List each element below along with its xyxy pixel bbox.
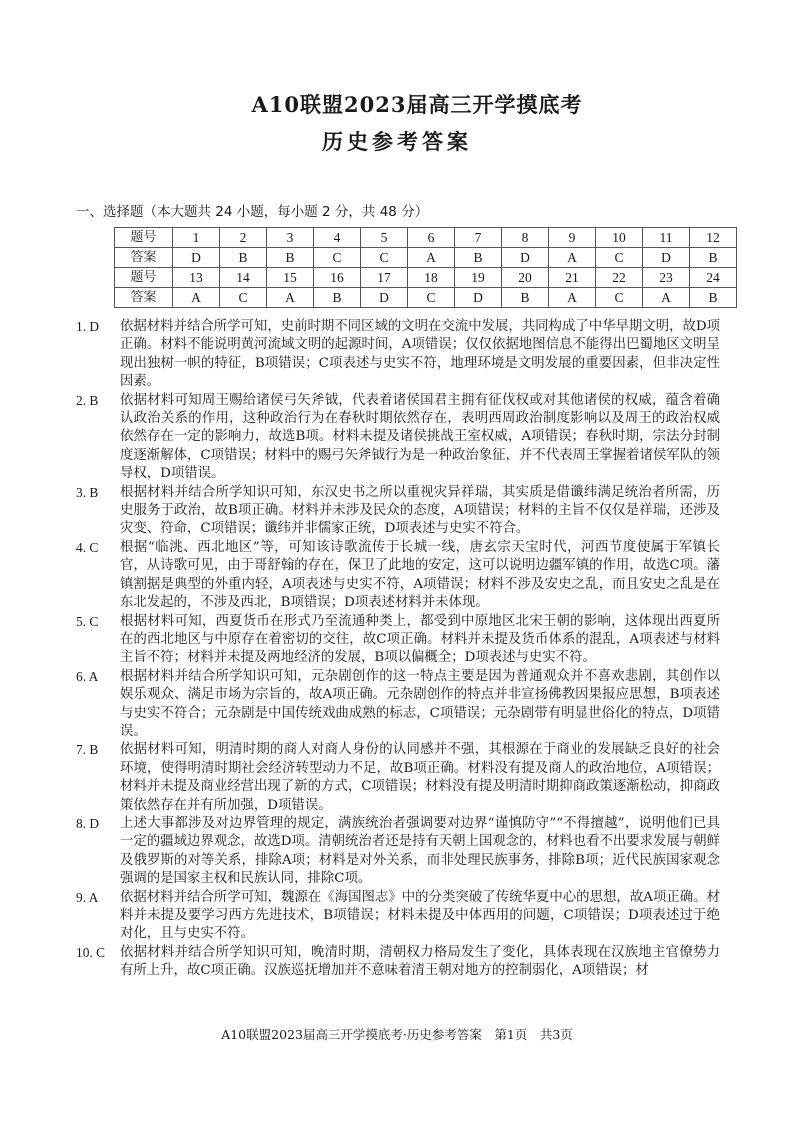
explanation-number: 2. B xyxy=(76,392,99,408)
answer-cell: D xyxy=(361,288,408,308)
question-number-cell: 24 xyxy=(690,268,737,288)
answer-cell: D xyxy=(173,248,220,268)
question-number-cell: 9 xyxy=(549,228,596,248)
explanation-item xyxy=(76,889,720,944)
question-number-cell: 14 xyxy=(220,268,267,288)
explanation-text: 根据材料可知，西夏货币在形式乃至流通种类上，都受到中原地区北宋王朝的影响，这体现出西夏所在的西北地区与中原存在着密切的交往，故C项正确。材料并未提及货币体系的混乱，A项表述与材料主旨不符；材料并未提及两地经济的发展，B项以偏概全；D项表述与史实不符。 xyxy=(120,613,720,666)
answer-cell: D xyxy=(455,288,502,308)
explanation-item xyxy=(76,392,720,484)
question-number-cell: 20 xyxy=(502,268,549,288)
answer-cell: B xyxy=(267,248,314,268)
explanations-list xyxy=(76,318,720,981)
explanation-text: 依据材料可知周王赐给诸侯弓矢斧钺，代表着诸侯国君主拥有征伐权或对其他诸侯的权威，蕴含着确认政治关系的作用，这种政治行为在春秋时期依然存在，表明西周政治制度影响以及周王的政治权威依然存在一定的影响力，故选B项。材料未提及诸侯挑战王室权威，A项错误；春秋时期，宗法分封制度逐渐解体，C项错误；材料中的赐弓矢斧钺行为是一种政治象征，并不代表周王掌握着诸侯军队的领导权，D项错误。 xyxy=(120,392,720,482)
question-label: 题号 xyxy=(115,228,173,248)
question-number-cell: 16 xyxy=(314,268,361,288)
explanation-text: 根据“临洮、西北地区”等，可知该诗歌流传于长城一线，唐玄宗天宝时代，河西节度使属于军镇长官，从诗歌可见，由于哥舒翰的存在，保卫了此地的安定，这可以说明边疆军镇的作用，故选C项。藩镇割据是典型的外重内轻，A项表述与史实不符，A项错误；材料不涉及安史之乱，而且安史之乱是在东北发起的，不涉及西北，B项错误；D项表述材料并未体现。 xyxy=(120,539,720,611)
answer-cell: D xyxy=(502,248,549,268)
answer-cell: C xyxy=(408,288,455,308)
question-number-cell: 17 xyxy=(361,268,408,288)
explanation-text: 根据材料并结合所学知识可知，元杂剧创作的这一特点主要是因为普通观众并不喜欢悲剧，其创作以娱乐观众、满足市场为宗旨的，故A项正确。元杂剧创作的特点并非宣扬佛教因果报应思想，B项表述与史实不符合；元杂剧是中国传统戏曲成熟的标志，C项错误；元杂剧带有明显世俗化的特点，D项错误。 xyxy=(120,668,720,739)
answer-cell: C xyxy=(596,248,643,268)
question-number-cell: 23 xyxy=(643,268,690,288)
answer-cell: A xyxy=(408,248,455,268)
explanation-item xyxy=(76,741,720,815)
answer-cell: C xyxy=(220,288,267,308)
answer-cell: C xyxy=(314,248,361,268)
question-number-cell: 12 xyxy=(690,228,737,248)
explanation-number: 3. B xyxy=(76,484,99,500)
answer-cell: A xyxy=(267,288,314,308)
explanation-item xyxy=(76,815,720,889)
question-number-cell: 6 xyxy=(408,228,455,248)
explanation-item xyxy=(76,668,720,742)
explanation-item xyxy=(76,318,720,392)
question-number-cell: 18 xyxy=(408,268,455,288)
question-number-cell: 1 xyxy=(173,228,220,248)
explanation-text: 依据材料并结合所学可知，史前时期不同区域的文明在交流中发展，共同构成了中华早期文明，故D项正确。材料不能说明黄河流域文明的起源时间，A项错误；仅仅依据地图信息不能得出巴蜀地区文明呈现出独树一帜的特征，B项错误；C项表述与史实不符，地理环境是文明发展的重要因素，但非决定性因素。 xyxy=(120,319,720,390)
answer-cell: D xyxy=(643,248,690,268)
explanation-text: 依据材料可知，明清时期的商人对商人身份的认同感并不强，其根源在于商业的发展缺乏良好的社会环境，使得明清时期社会经济转型动力不足，故B项正确。材料没有提及商人的政治地位，A项错误；材料并未提及商业经营出现了新的方式，C项错误；材料没有提及明清时期抑商政策逐渐松动，抑商政策依然存在并有所加强，D项错误。 xyxy=(120,742,720,813)
answer-cell: C xyxy=(361,248,408,268)
question-number-row xyxy=(115,228,737,248)
document-title: A10联盟2023届高三开学摸底考 xyxy=(251,92,583,117)
answer-cell: B xyxy=(220,248,267,268)
question-number-cell: 5 xyxy=(361,228,408,248)
question-number-cell: 19 xyxy=(455,268,502,288)
answer-cell: A xyxy=(549,288,596,308)
answer-row xyxy=(115,288,737,308)
answer-cell: B xyxy=(314,288,361,308)
question-number-cell: 10 xyxy=(596,228,643,248)
document-subtitle: 历史参考答案 xyxy=(322,129,472,154)
answer-table xyxy=(114,227,737,308)
explanation-item xyxy=(76,484,720,539)
answer-cell: B xyxy=(455,248,502,268)
answer-cell: A xyxy=(643,288,690,308)
question-label: 题号 xyxy=(115,268,173,288)
section-heading: 一、选择题（本大题共 24 小题，每小题 2 分，共 48 分） xyxy=(76,204,429,220)
question-number-cell: 4 xyxy=(314,228,361,248)
explanation-text: 依据材料并结合所学知识可知，晚清时期，清朝权力格局发生了变化，具体表现在汉族地主官僚势力有所上升，故C项正确。汉族巡抚增加并不意味着清王朝对地方的控制弱化，A项错误；材 xyxy=(120,944,720,979)
answer-cell: B xyxy=(502,288,549,308)
question-number-row xyxy=(115,268,737,288)
explanation-item xyxy=(76,613,720,668)
explanation-number: 9. A xyxy=(76,889,99,905)
explanation-number: 5. C xyxy=(76,613,99,629)
explanation-text: 依据材料并结合所学可知，魏源在《海国图志》中的分类突破了传统华夏中心的思想，故A项正确。材料并未提及要学习西方先进技术，B项错误；材料未提及中体西用的问题，C项错误；D项表述过于绝对化，且与史实不符。 xyxy=(120,889,720,942)
page-footer: A10联盟2023届高三开学摸底考·历史参考答案 第1页 共3页 xyxy=(221,1027,573,1042)
explanation-text: 上述大事都涉及对边界管理的规定，满族统治者强调要对边界“谨慎防守”“不得擅越”，说明他们已具一定的疆域边界观念，故选D项。清朝统治者还是持有天朝上国观念的，材料也看不出要求发展与朝鲜及俄罗斯的对等关系，排除A项；材料是对外关系，而非处理民族事务，排除B项；近代民族国家观念强调的是国家主权和民族认同，排除C项。 xyxy=(120,815,720,887)
explanation-number: 7. B xyxy=(76,742,99,758)
answer-label: 答案 xyxy=(115,248,173,268)
explanation-number: 1. D xyxy=(76,319,100,334)
question-number-cell: 2 xyxy=(220,228,267,248)
question-number-cell: 15 xyxy=(267,268,314,288)
explanation-item xyxy=(76,944,720,981)
question-number-cell: 13 xyxy=(173,268,220,288)
question-number-cell: 21 xyxy=(549,268,596,288)
answer-cell: B xyxy=(690,288,737,308)
answer-cell: B xyxy=(690,248,737,268)
question-number-cell: 11 xyxy=(643,228,690,248)
answer-cell: A xyxy=(549,248,596,268)
explanation-number: 10. C xyxy=(76,944,106,960)
answer-row xyxy=(115,248,737,268)
explanation-number: 6. A xyxy=(76,668,99,684)
answer-label: 答案 xyxy=(115,288,173,308)
explanation-number: 4. C xyxy=(76,539,99,555)
explanation-text: 根据材料并结合所学知识可知，东汉史书之所以重视灾异祥瑞，其实质是借谶纬满足统治者所需，历史服务于政治，故B项正确。材料并未涉及民众的态度，A项错误；材料的主旨不仅仅是祥瑞，还涉及灾变、符命，C项错误；谶纬并非儒家正统，D项表述与史实不符合。 xyxy=(120,484,720,537)
question-number-cell: 7 xyxy=(455,228,502,248)
explanation-number: 8. D xyxy=(76,815,100,831)
question-number-cell: 8 xyxy=(502,228,549,248)
answer-cell: C xyxy=(596,288,643,308)
question-number-cell: 22 xyxy=(596,268,643,288)
question-number-cell: 3 xyxy=(267,228,314,248)
answer-cell: A xyxy=(173,288,220,308)
explanation-item xyxy=(76,539,720,613)
